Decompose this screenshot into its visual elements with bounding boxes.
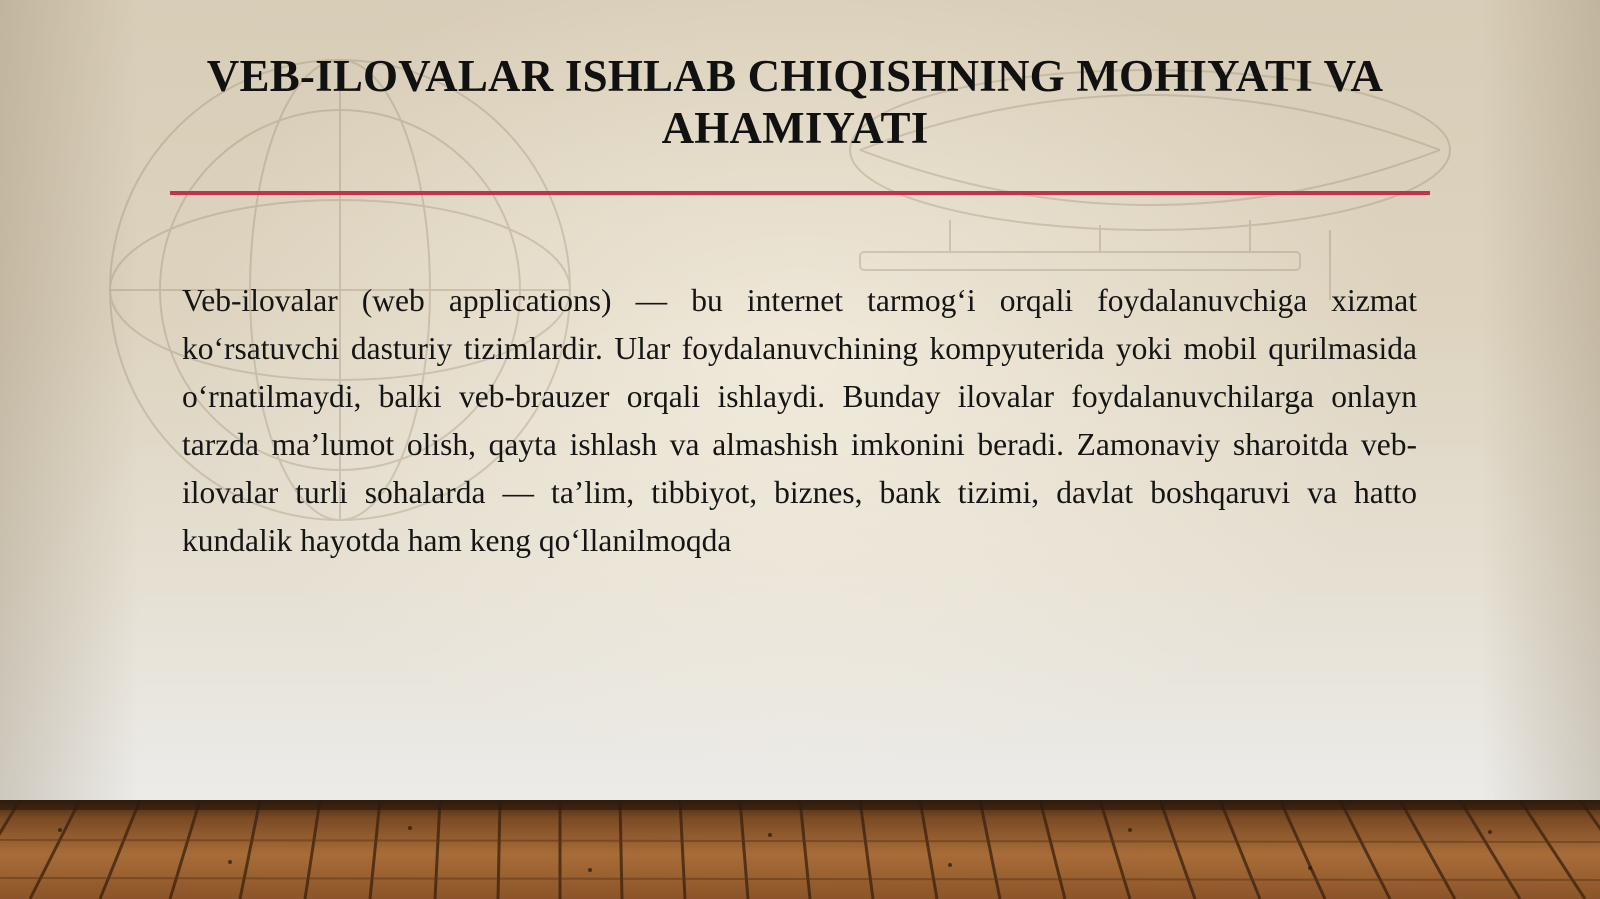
slide-title: VEB-ILOVALAR ISHLAB CHIQISHNING MOHIYATI VA AHAMIYATI (206, 51, 1384, 153)
slide-body-text: Veb-ilovalar (web applications) — bu internet tarmog‘i orqali foydalanuvchiga xizmat ko‘rsatuvchi dasturiy tizimlardir. Ular foydalanuvchining kompyuterida yoki mobil qurilmasida o‘rnatilmaydi, balki veb-brauzer orqali ishlaydi. Bunday ilovalar foydalanuvchilarga onlayn tarzda ma’lumot olish, qayta ishlash va almashish imkonini beradi. Zamonaviy sharoitda veb-ilovalar turli sohalarda — ta’lim, tibbiyot, biznes, bank tizimi, davlat boshqaruvi va hatto kundalik hayotda ham keng qo‘llanilmoqda (182, 283, 1417, 558)
wooden-floor (0, 800, 1600, 899)
wooden-floor-planks (0, 800, 1600, 899)
title-divider (170, 191, 1430, 195)
